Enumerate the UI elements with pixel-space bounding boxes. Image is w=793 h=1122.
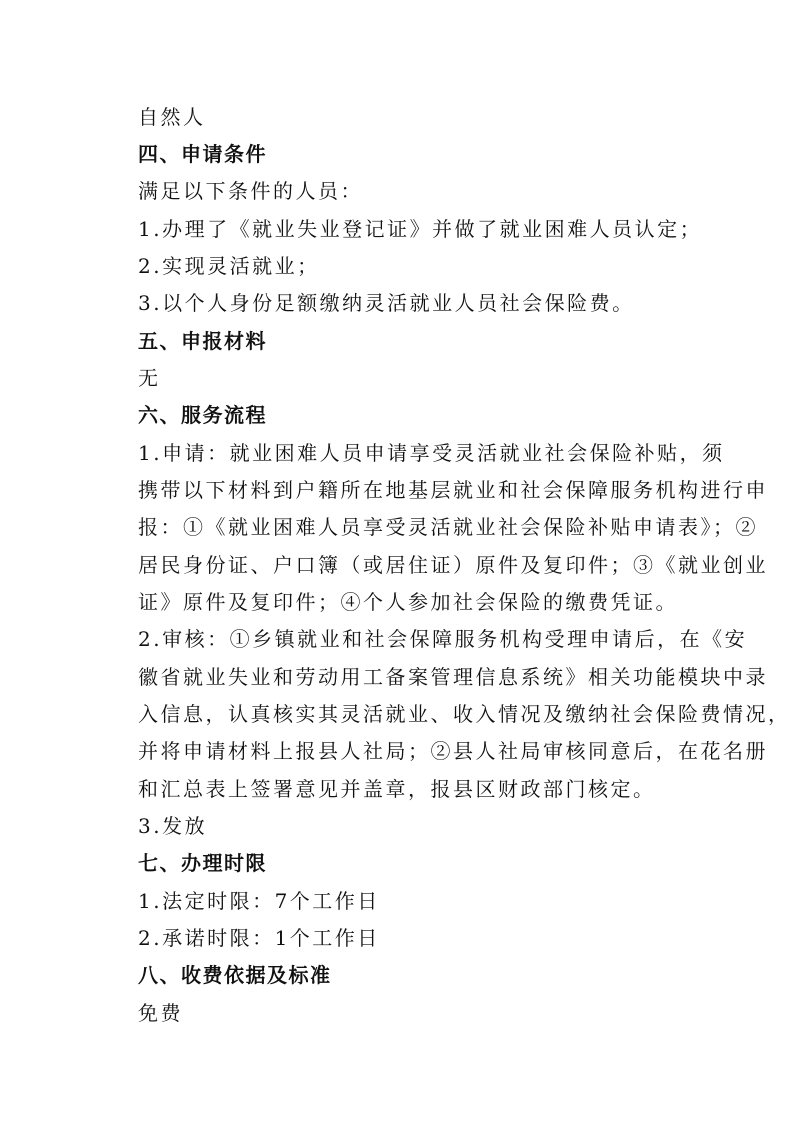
condition-item-3: 3.以个人身份足额缴纳灵活就业人员社会保险费。 [138,291,635,315]
materials-text: 无 [138,366,161,390]
section-heading-materials: 五、申报材料 [138,329,267,353]
process-review-line-5: 和汇总表上签署意见并盖章，报县区财政部门核定。 [138,777,656,801]
statutory-time-limit: 1.法定时限：7个工作日 [138,889,380,913]
section-heading-conditions: 四、申请条件 [138,142,267,166]
process-apply-line-1: 1.申请：就业困难人员申请享受灵活就业社会保险补贴，须 [138,441,725,465]
process-apply-line-3: 报：①《就业困难人员享受灵活就业社会保险补贴申请表》；② [138,515,758,539]
process-apply-line-5: 证》原件及复印件；④个人参加社会保险的缴费凭证。 [138,590,678,614]
section-heading-process: 六、服务流程 [138,403,267,427]
section-heading-time-limit: 七、办理时限 [138,851,267,875]
condition-item-1: 1.办理了《就业失业登记证》并做了就业困难人员认定； [138,217,703,241]
promised-time-limit: 2.承诺时限：1个工作日 [138,926,380,950]
process-review-line-2: 徽省就业失业和劳动用工备案管理信息系统》相关功能模块中录 [138,665,768,689]
process-review-line-3: 入信息，认真核实其灵活就业、收入情况及缴纳社会保险费情况， [138,702,791,726]
fees-text: 免费 [138,1001,183,1025]
applicant-type-text: 自然人 [138,105,206,129]
process-review-line-1: 2.审核：①乡镇就业和社会保障服务机构受理申请后，在《安 [138,627,748,651]
process-review-line-4: 并将申请材料上报县人社局；②县人社局审核同意后，在花名册 [138,739,768,763]
process-apply-line-2: 携带以下材料到户籍所在地基层就业和社会保障服务机构进行申 [138,478,768,502]
process-issue-line: 3.发放 [138,814,208,838]
conditions-intro: 满足以下条件的人员： [138,179,363,203]
section-heading-fees: 八、收费依据及标准 [138,963,332,987]
condition-item-2: 2.实现灵活就业； [138,254,320,278]
process-apply-line-4: 居民身份证、户口簿（或居住证）原件及复印件；③《就业创业 [138,553,768,577]
